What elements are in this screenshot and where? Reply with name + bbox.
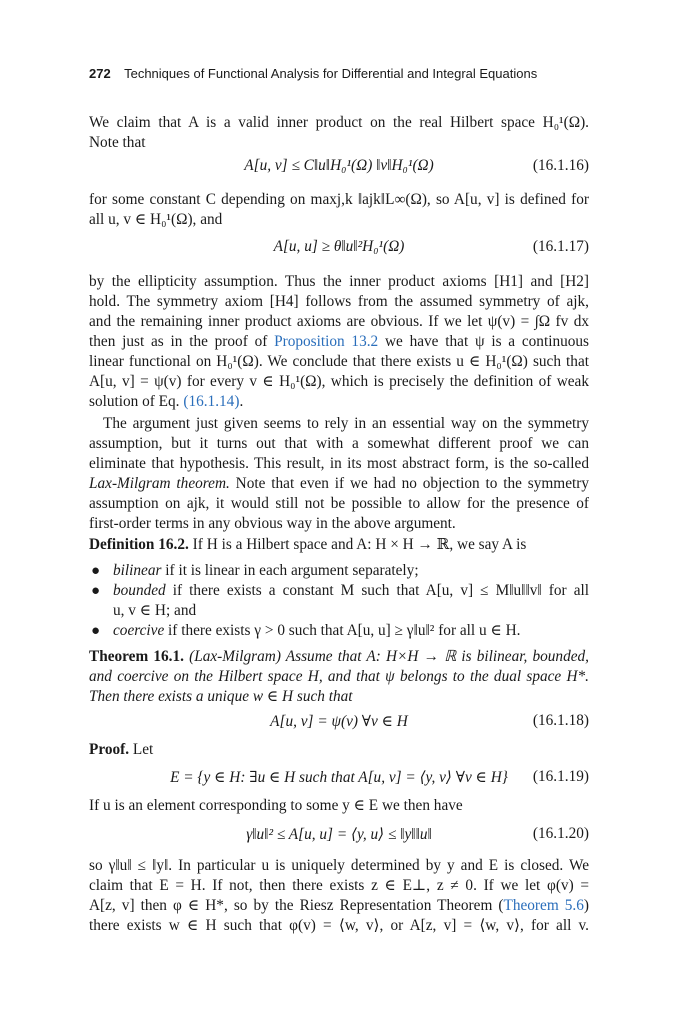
definition-16-2: Definition 16.2. If H is a Hilbert space and A: H × H → ℝ, we say A is: [89, 536, 527, 553]
text-line: linear functional on H₀¹(Ω). We conclude that there exists u ∈ H₀¹(Ω) such that: [89, 353, 589, 370]
text-line: all u, v ∈ H₀¹(Ω), and: [89, 211, 223, 228]
text-line: If u is an element corresponding to some y ∈ E we then have: [89, 797, 463, 814]
equation-16-1-18: [89, 712, 589, 734]
equation-number: (16.1.17): [532, 238, 589, 255]
equation-16-1-17: [89, 238, 589, 260]
text-line: assumption on ajk, it would still not be possible to allow for the presence of: [89, 495, 589, 512]
equation-number: (16.1.16): [532, 157, 589, 174]
paragraph-1: [89, 113, 589, 153]
equation-body: γ‖u‖² ≤ A[u, u] = ⟨y, u⟩ ≤ ‖y‖‖u‖: [246, 826, 432, 843]
definition-label: Definition 16.2.: [89, 536, 189, 553]
equation-16-1-20: [89, 825, 589, 847]
text-line: solution of Eq. (16.1.14).: [89, 393, 244, 410]
text-line: eliminate that hypothesis. This result, in its most abstract form, is the so-called: [89, 455, 589, 472]
running-header: [89, 66, 537, 81]
text-line: Lax-Milgram theorem. Note that even if we had no objection to the symmetry: [89, 475, 589, 492]
text-line: Note that: [89, 134, 146, 151]
equation-body: A[u, v] = ψ(v) ∀v ∈ H: [270, 713, 408, 730]
text-line: there exists w ∈ H such that φ(v) = ⟨w, v⟩, or A[z, v] = ⟨w, v⟩, for all v.: [89, 917, 589, 934]
equation-number: (16.1.20): [532, 825, 589, 842]
equation-16-1-14-link[interactable]: (16.1.14): [183, 393, 240, 410]
text-line: for some constant C depending on maxj,k ‖ajk‖L∞(Ω), so A[u, v] is defined for: [89, 191, 589, 208]
text-line: The argument just given seems to rely in an essential way on the symmetry: [103, 415, 589, 432]
equation-number: (16.1.19): [532, 768, 589, 785]
text-line: and the remaining inner product axioms are obvious. If we let ψ(v) = ∫Ω fv dx: [89, 313, 589, 330]
text-line: We claim that A is a valid inner product on the real Hilbert space H₀¹(Ω).: [89, 114, 589, 131]
equation-body: A[u, v] ≤ C‖u‖H₀¹(Ω) ‖v‖H₀¹(Ω): [244, 157, 434, 174]
text-line: A[u, v] = ψ(v) for every v ∈ H₀¹(Ω), which is precisely the definition of weak: [89, 373, 589, 390]
equation-body: A[u, u] ≥ θ‖u‖²H₀¹(Ω): [273, 238, 405, 255]
text-line: assumption, but it turns out that with a somewhat different proof we can: [89, 435, 589, 452]
proposition-13-2-link[interactable]: Proposition 13.2: [274, 333, 379, 350]
paragraph-6: [89, 856, 589, 936]
page-number: 272: [89, 66, 111, 81]
bullet-icon: ●: [91, 563, 101, 579]
theorem-5-6-link[interactable]: Theorem 5.6: [503, 897, 584, 914]
bullet-icon: ●: [91, 623, 101, 639]
theorem-16-1: Theorem 16.1. (Lax-Milgram) Assume that A: H×H → ℝ is bilinear, bounded, and coercive on the Hilbert space H, and that ψ belongs to the dual space H*. Then there exists a unique w ∈ H such that: [89, 648, 589, 705]
proof-label: Proof.: [89, 741, 130, 758]
equation-number: (16.1.18): [532, 712, 589, 729]
text-line: by the ellipticity assumption. Thus the inner product axioms [H1] and [H2]: [89, 273, 589, 290]
equation-16-1-16: [89, 157, 589, 179]
text-line: so γ‖u‖ ≤ ‖y‖. In particular u is uniquely determined by y and E is closed. We: [89, 857, 589, 874]
bullet-icon: ●: [91, 583, 101, 599]
text-line: then just as in the proof of Proposition 13.2 we have that ψ is a continuous: [89, 333, 590, 350]
theorem-label: Theorem 16.1.: [89, 648, 184, 665]
text-line: first-order terms in any obvious way in the above argument.: [89, 515, 456, 532]
paragraph-2: [89, 190, 589, 230]
text-line: claim that E = H. If not, then there exists z ∈ E⊥, z ≠ 0. If we let φ(v) =: [89, 877, 589, 894]
proof: Proof. Let: [89, 741, 154, 758]
equation-16-1-19: [89, 768, 589, 790]
paragraph-5: [89, 796, 589, 816]
text-line: A[z, v] then φ ∈ H*, so by the Riesz Representation Theorem (Theorem 5.6): [89, 897, 589, 914]
equation-body: E = {y ∈ H: ∃u ∈ H such that A[u, v] = ⟨y, v⟩ ∀v ∈ H}: [170, 769, 508, 786]
running-title: Techniques of Functional Analysis for Differential and Integral Equations: [124, 66, 538, 81]
paragraph-3: [89, 272, 589, 412]
text-line: hold. The symmetry axiom [H4] follows from the assumed symmetry of ajk,: [89, 293, 589, 310]
paragraph-4: [89, 414, 589, 534]
